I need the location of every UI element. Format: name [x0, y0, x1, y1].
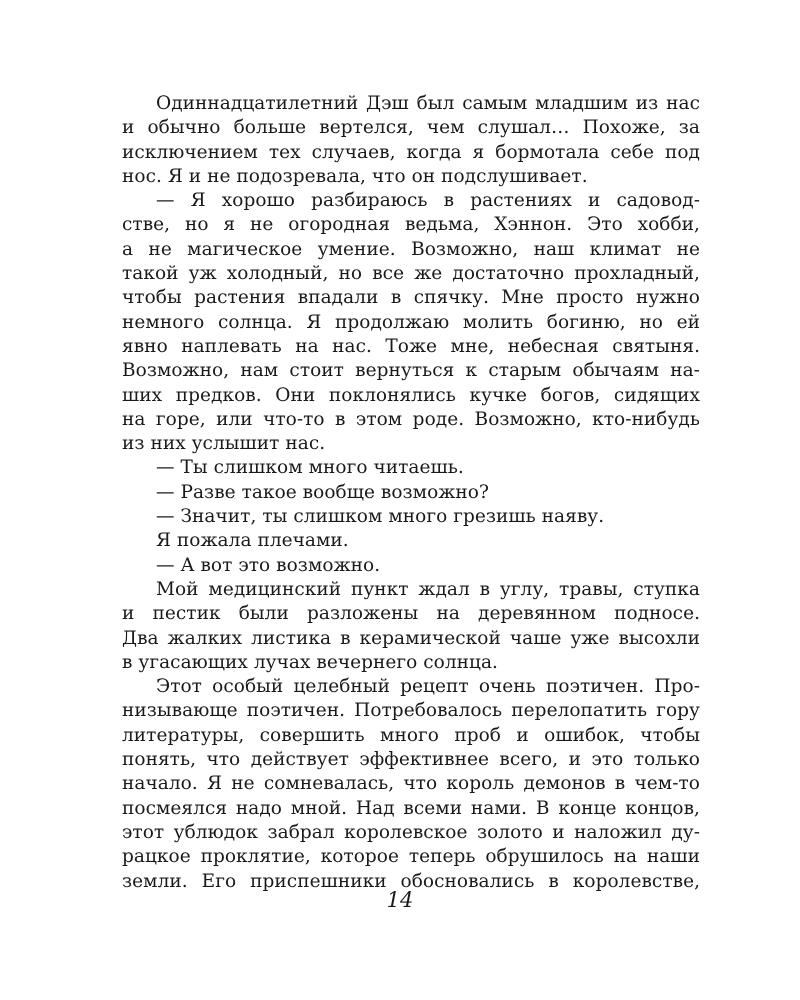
text-line: немного солнца. Я продолжаю молить богиню, но ей	[122, 311, 700, 333]
text-line: и пестик были разложены на деревянном подносе.	[122, 603, 700, 625]
text-line: Возможно, нам стоит вернуться к старым обычаям на-	[122, 360, 700, 382]
text-line: — А вот это возможно.	[156, 554, 381, 576]
text-line: литературы, совершить много проб и ошибок, чтобы	[122, 724, 700, 746]
text-line: Мой медицинский пункт ждал в углу, травы, ступка	[156, 578, 700, 600]
text-line: из них услышит нас.	[122, 433, 326, 455]
text-line: нос. Я и не подозревала, что он подслушивает.	[122, 165, 588, 187]
text-line: Одиннадцатилетний Дэш был самым младшим из нас	[156, 93, 700, 114]
text-line: явно наплевать на нас. Тоже мне, небесная святыня.	[122, 335, 700, 357]
text-line: Этот особый целебный рецепт очень поэтичен. Про-	[156, 676, 700, 698]
text-line: ших предков. Они поклонялись кучке богов, сидящих	[122, 384, 700, 406]
text-line: понять, что действует эффективнее всего, и это только	[122, 749, 700, 771]
text-line: в угасающих лучах вечернего солнца.	[122, 651, 498, 673]
text-line: а не магическое умение. Возможно, наш климат не	[122, 238, 700, 260]
text-line: исключением тех случаев, когда я бормотала себе под	[122, 141, 700, 163]
page-number: 14	[386, 888, 414, 912]
text-line: чтобы растения впадали в спячку. Мне просто нужно	[122, 287, 700, 309]
text-line: этот ублюдок забрал королевское золото и наложил ду-	[122, 821, 700, 843]
text-line: рацкое проклятие, которое теперь обрушилось на наши	[122, 846, 700, 868]
text-line: — Ты слишком много читаешь.	[156, 457, 464, 479]
text-line: на горе, или что-то в этом роде. Возможно, кто-нибудь	[122, 408, 700, 430]
text-line: и обычно больше вертелся, чем слушал… Похоже, за	[122, 117, 700, 139]
text-line: низывающе поэтичен. Потребовалось перелопатить гору	[122, 700, 700, 722]
text-line: начало. Я не сомневалась, что король демонов в чем-то	[122, 773, 700, 795]
text-line: посмеялся надо мной. Над всеми нами. В конце концов,	[122, 797, 700, 819]
text-line: Два жалких листика в керамической чаше уже высохли	[122, 627, 700, 649]
text-line: — Разве такое вообще возможно?	[156, 481, 489, 503]
text-line: такой уж холодный, но все же достаточно прохладный,	[122, 263, 700, 285]
text-line: стве, но я не огородная ведьма, Хэннон. Это хобби,	[122, 214, 700, 236]
body-text	[122, 92, 700, 894]
text-line: земли. Его приспешники обосновались в королевстве,	[122, 870, 700, 892]
text-line: — Я хорошо разбираюсь в растениях и садовод-	[156, 190, 700, 212]
text-line: — Значит, ты слишком много грезишь наяву.	[156, 506, 605, 528]
text-line: Я пожала плечами.	[156, 530, 349, 552]
